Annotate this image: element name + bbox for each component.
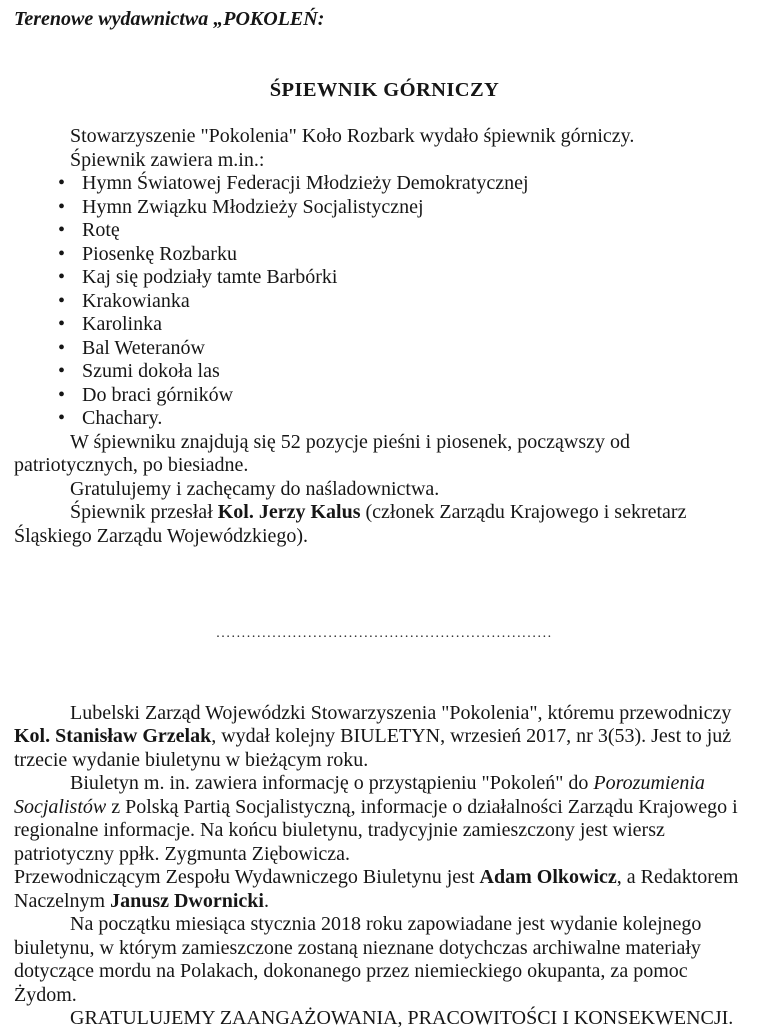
paragraph-biuletyn-content: Biuletyn m. in. zawiera informację o przystąpieniu "Pokoleń" do Porozumienia Socjalistów z Polską Partią Socjalistyczną, informacje o działalności Zarządu Krajowego i regionalne informacje. Na końcu biuletynu, tradycyjnie zamieszczony jest wiersz patriotyczny ppłk. Zygmunta Ziębowicza. [14, 772, 738, 865]
intro-line-2: Śpiewnik zawiera m.in.: [70, 148, 265, 171]
song-item: • Kaj się podziały tamte Barbórki [14, 266, 755, 290]
song-list [14, 172, 755, 431]
paragraph-biuletyn-intro: Lubelski Zarząd Wojewódzki Stowarzyszenia "Pokolenia", któremu przewodniczy Kol. Stanisław Grzelak, wydał kolejny BIULETYN, wrzesień 2017, nr 3(53). Jest to już trzecie wydanie biuletynu w bieżącym roku. [14, 701, 732, 771]
paragraph-next-issue: Na początku miesiąca stycznia 2018 roku zapowiadane jest wydanie kolejnego biuletynu, w którym zamieszczone zostaną nieznane dotychczas archiwalne materiały dotyczące mordu na Polakach, dokonanego przez niemieckiego okupanta, za pomoc Żydom. [14, 913, 702, 1006]
song-item: • Bal Weteranów [14, 337, 755, 361]
paragraph-sender: Śpiewnik przesłał Kol. Jerzy Kalus (członek Zarządu Krajowego i sekretarz Śląskiego Zarządu Wojewódzkiego). [14, 501, 687, 547]
paragraph-editorial-board: Przewodniczącym Zespołu Wydawniczego Biuletynu jest Adam Olkowicz, a Redaktorem Naczelnym Janusz Dwornicki. [14, 866, 739, 912]
paragraph-congratulations: Gratulujemy i zachęcamy do naśladownictwa. [70, 477, 440, 500]
song-item: • Hymn Związku Młodzieży Socjalistycznej [14, 196, 755, 220]
article-title: ŚPIEWNIK GÓRNICZY [269, 78, 500, 101]
dotted-divider: .................................................................. [216, 626, 553, 641]
song-item: • Do braci górników [14, 384, 755, 408]
song-item: • Hymn Światowej Federacji Młodzieży Demokratycznej [14, 172, 755, 196]
paragraph-songbook-count: W śpiewniku znajdują się 52 pozycje pieśni i piosenek, począwszy od patriotycznych, po biesiadne. [14, 430, 631, 476]
song-item: • Rotę [14, 219, 755, 243]
song-item: • Chachary. [14, 407, 755, 431]
song-item: • Karolinka [14, 313, 755, 337]
intro-line-1: Stowarzyszenie "Pokolenia" Koło Rozbark wydało śpiewnik górniczy. [70, 125, 635, 147]
publication-tagline: Terenowe wydawnictwa „POKOLEŃ: [14, 8, 325, 30]
song-item: • Szumi dokoła las [14, 360, 755, 384]
song-item: • Krakowianka [14, 290, 755, 314]
song-item: • Piosenkę Rozbarku [14, 243, 755, 267]
paragraph-final-congratulations: GRATULUJEMY ZAANGAŻOWANIA, PRACOWITOŚCI I KONSEKWENCJI. [70, 1007, 734, 1029]
